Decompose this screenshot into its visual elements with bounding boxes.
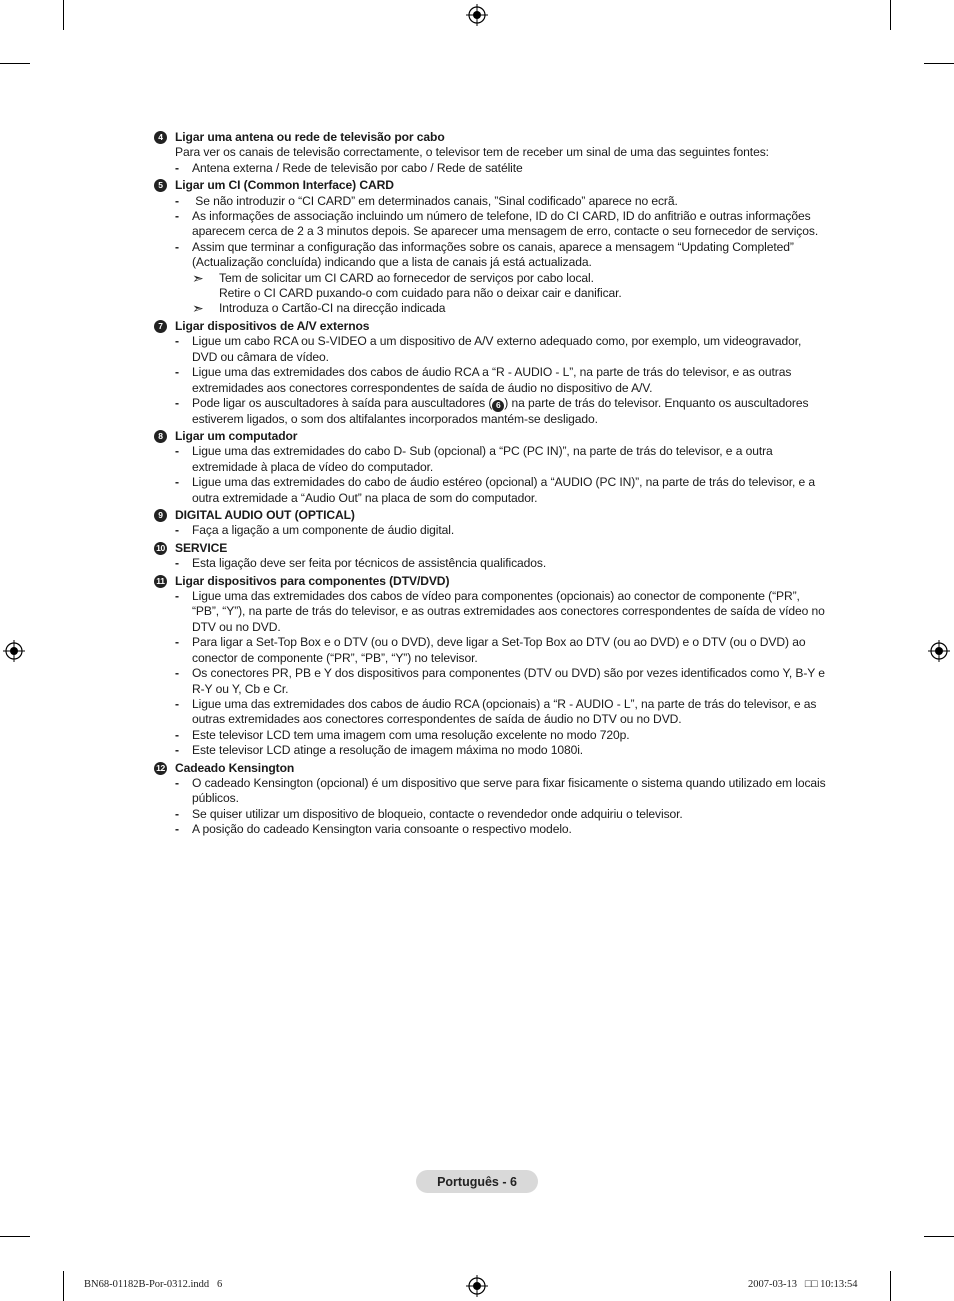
crop-mark (0, 63, 30, 64)
dash-bullet: - (175, 806, 179, 821)
dash-bullet: - (175, 775, 179, 790)
section-digital-audio (154, 508, 826, 539)
section-title: DIGITAL AUDIO OUT (OPTICAL) (175, 508, 355, 523)
dash-bullet: - (175, 589, 179, 604)
list-item-text: Os conectores PR, PB e Y dos dispositivos para componentes (DTV ou DVD) são por vezes identificados como Y, B-Y e R-Y ou Y, Cb e Cr. (192, 666, 825, 696)
list-item-text: Ligue uma das extremidades do cabo de áudio estéreo (opcional) a “AUDIO (PC IN)”, na parte de trás do televisor, e a outra extremidade a “Audio Out” na placa de som do computador. (192, 475, 815, 505)
list-item-text: Ligue uma das extremidades dos cabos de vídeo para componentes (opcionais) ao conector de componente (“PR”, “PB”, “Y”), na parte de trás do televisor, e as outras extremidades aos conectores correspondentes de saída de vídeo no DTV ou no DVD. (192, 589, 825, 634)
section-number: 5 (154, 179, 167, 192)
section-title: Cadeado Kensington (175, 760, 295, 775)
list-item-text: Para ligar a Set-Top Box e o DTV (ou o DVD), deve ligar a Set-Top Box ao DTV (ou ao DVD) e o DTV (ou o DVD) ao conector de componente (“PR”, “PB”, “Y”) no televisor. (192, 635, 806, 665)
page-number-badge: Português - 6 (416, 1170, 538, 1193)
list-item (154, 728, 826, 743)
list-item (154, 365, 826, 396)
dash-bullet: - (175, 239, 179, 254)
list-item-text: O cadeado Kensington (opcional) é um dispositivo que serve para fixar fisicamente o sistema quando utilizado em locais públicos. (192, 775, 826, 806)
print-slug-filename: BN68-01182B-Por-0312.indd 6 (84, 1279, 223, 1290)
crop-mark (890, 0, 891, 30)
headphone-text-after: ) na parte de trás do televisor. Enquanto os auscultadores estiverem ligados, o som dos altifalantes incorporados mantém-se desligado. (192, 395, 809, 426)
list-item-text: Este televisor LCD atinge a resolução de imagem máxima no modo 1080i. (192, 743, 584, 758)
crop-mark (924, 63, 954, 64)
crop-mark (890, 1271, 891, 1301)
section-heading (154, 541, 826, 556)
section-heading (154, 574, 826, 589)
list-item (154, 334, 826, 365)
headphone-number-icon: 6 (492, 400, 504, 412)
section-title: Ligar uma antena ou rede de televisão por cabo (175, 130, 445, 144)
section-heading (154, 130, 826, 145)
list-item (154, 666, 826, 697)
section-heading (154, 178, 826, 193)
note-text: Tem de solicitar um CI CARD ao fornecedor de serviços por cabo local. Retire o CI CARD puxando-o com cuidado para não o deixar cair e danificar. (219, 270, 622, 301)
list-item (154, 635, 826, 666)
dash-bullet: - (175, 209, 179, 224)
list-item (154, 396, 826, 427)
dash-bullet: - (175, 556, 179, 571)
note-text: Introduza o Cartão-CI na direcção indicada (219, 301, 446, 316)
registration-mark-icon (466, 4, 488, 26)
dash-bullet: - (175, 727, 179, 742)
list-item-text: Antena externa / Rede de televisão por cabo / Rede de satélite (192, 160, 523, 175)
list-item (154, 807, 826, 822)
list-item (154, 776, 826, 807)
dash-bullet: - (175, 334, 179, 349)
registration-mark-icon (466, 1275, 488, 1297)
list-item (154, 194, 826, 209)
note-arrow-icon: ➣ (192, 300, 204, 317)
dash-bullet: - (175, 444, 179, 459)
headphone-text-before: Pode ligar os auscultadores à saída para auscultadores ( (192, 395, 493, 410)
section-number: 4 (154, 131, 167, 144)
dash-bullet: - (175, 475, 179, 490)
list-item-text: Ligue uma das extremidades dos cabos de áudio RCA (opcionais) a “R - AUDIO - L”, na parte de trás do televisor, e as outras extremidades aos conectores correspondentes de saída de áudio no DTV ou no DVD. (192, 696, 817, 727)
section-title: Ligar dispositivos de A/V externos (175, 318, 370, 333)
section-title: Ligar um computador (175, 429, 298, 444)
list-item (154, 475, 826, 506)
note (154, 301, 826, 316)
list-item-text: Esta ligação deve ser feita por técnicos de assistência qualificados. (192, 556, 547, 571)
section-number: 9 (154, 509, 167, 522)
dash-bullet: - (175, 635, 179, 650)
section-number: 8 (154, 430, 167, 443)
section-ci-card (154, 178, 826, 317)
section-service (154, 541, 826, 572)
list-item-text: Este televisor LCD tem uma imagem com uma resolução excelente no modo 720p. (192, 727, 630, 742)
note-arrow-icon: ➣ (192, 269, 204, 286)
section-number: 7 (154, 320, 167, 333)
note (154, 271, 826, 302)
list-item (154, 556, 826, 571)
list-item (154, 209, 826, 240)
list-item (154, 743, 826, 758)
list-item-text: Se não introduzir o “CI CARD” em determinados canais, ”Sinal codificado” aparece no ecrã. (192, 193, 678, 208)
section-number: 10 (154, 542, 167, 555)
list-item-text: Faça a ligação a um componente de áudio digital. (192, 523, 455, 538)
list-item (154, 822, 826, 837)
dash-bullet: - (175, 160, 179, 175)
section-computer (154, 429, 826, 506)
dash-bullet: - (175, 395, 179, 410)
list-item-text: A posição do cadeado Kensington varia consoante o respectivo modelo. (192, 822, 572, 837)
section-heading (154, 429, 826, 444)
list-item-text: Ligue uma das extremidades do cabo D- Sub (opcional) a “PC (PC IN)”, na parte de trás do televisor, e a outra extremidade à placa de vídeo do computador. (192, 444, 773, 474)
section-component-devices (154, 574, 826, 759)
list-item (154, 161, 826, 176)
list-item-text: As informações de associação incluindo um número de telefone, ID do CI CARD, ID do anfitrião e outras informações aparecem cerca de 2 a 3 minutos depois. Se aparecer uma mensagem de erro, contacte o seu fornecedor de serviços. (192, 209, 819, 239)
crop-mark (924, 1236, 954, 1237)
list-item-text: Ligue um cabo RCA ou S-VIDEO a um dispositivo de A/V externo adequado como, por exemplo, um videogravador, DVD ou câmara de vídeo. (192, 334, 802, 364)
crop-mark (63, 1271, 64, 1301)
section-heading (154, 319, 826, 334)
list-item (154, 589, 826, 635)
section-intro: Para ver os canais de televisão correctamente, o televisor tem de receber um sinal de uma das seguintes fontes: (175, 145, 769, 160)
section-title: SERVICE (175, 540, 228, 555)
dash-bullet: - (175, 666, 179, 681)
list-item-text (192, 396, 826, 427)
section-antenna (154, 130, 826, 176)
section-kensington-lock (154, 761, 826, 838)
registration-mark-icon (3, 640, 25, 662)
section-number: 12 (154, 762, 167, 775)
manual-content (154, 130, 826, 840)
list-item-text: Se quiser utilizar um dispositivo de bloqueio, contacte o revendedor onde adquiriu o televisor. (192, 806, 683, 821)
dash-bullet: - (175, 822, 179, 837)
list-item (154, 240, 826, 271)
dash-bullet: - (175, 365, 179, 380)
dash-bullet: - (175, 523, 179, 538)
list-item (154, 697, 826, 728)
list-item (154, 444, 826, 475)
list-item (154, 523, 826, 538)
section-number: 11 (154, 575, 167, 588)
section-heading (154, 761, 826, 776)
section-heading (154, 508, 826, 523)
dash-bullet: - (175, 193, 179, 208)
crop-mark (63, 0, 64, 30)
print-slug-timestamp: 2007-03-13 □□ 10:13:54 (748, 1279, 858, 1290)
list-item-text: Ligue uma das extremidades dos cabos de áudio RCA a “R - AUDIO - L”, na parte de trás do televisor, e as outras extremidades aos conectores correspondentes de saída de áudio no dispositivo de A/V. (192, 365, 792, 395)
section-title: Ligar um CI (Common Interface) CARD (175, 178, 394, 193)
section-av-devices (154, 319, 826, 427)
crop-mark (0, 1236, 30, 1237)
list-item-text: Assim que terminar a configuração das informações sobre os canais, aparece a mensagem “Updating Completed” (Actualização concluída) indicando que a lista de canais já está actualizada. (192, 239, 794, 270)
dash-bullet: - (175, 743, 179, 758)
section-title: Ligar dispositivos para componentes (DTV/DVD) (175, 573, 450, 588)
dash-bullet: - (175, 696, 179, 711)
registration-mark-icon (928, 640, 950, 662)
